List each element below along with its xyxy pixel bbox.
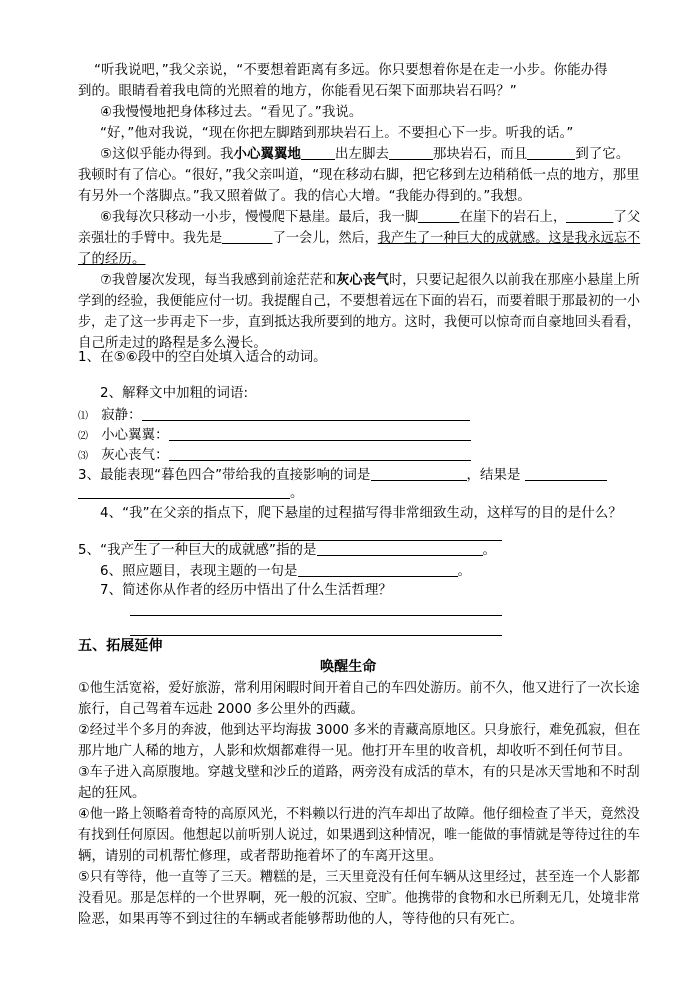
answer-line[interactable]	[317, 541, 483, 556]
question-7: 7、简述你从作者的经历中悟出了什么生活哲理？	[100, 583, 392, 598]
paragraph-line: 我顿时有了信心。“很好，”我父亲叫道，“现在移动右脚，把它移到左边稍稍低一点的地方，那里	[78, 168, 640, 183]
passage-title: 唤醒生命	[320, 659, 377, 675]
question-5: 5、“我产生了一种巨大的成就感”指的是 。	[78, 543, 497, 558]
fill-blank[interactable]	[222, 229, 273, 244]
fill-blank[interactable]	[527, 145, 575, 160]
paragraph-line: ③车子进入高原腹地。穿越戈壁和沙丘的道路，两旁没有成活的草木，有的只是冰天雪地和不时刮	[78, 765, 640, 780]
paragraph-line: ⑤只有等待，他一直等了三天。糟糕的是，三天里竟没有任何车辆从这里经过，甚至连一个人影都	[78, 870, 640, 885]
paragraph-line: ⑦我曾屡次发现，每当我感到前途茫茫和灰心丧气时，只要记起很久以前我在那座小悬崖上所	[100, 273, 640, 288]
paragraph-line: 到的。眼睛看着我电筒的光照着的地方，你能看见石架下面那块岩石吗？”	[78, 84, 517, 99]
answer-line[interactable]	[134, 526, 502, 541]
paragraph-line: ⑤这似乎能办得到。我小心翼翼地 出左脚去 那块岩石，而且 到了它。	[100, 147, 630, 162]
paragraph-line: “听我说吧，”我父亲说，“不要想着距离有多远。你只要想着你是在走一小步。你能办得	[94, 63, 608, 78]
paragraph-line: 有找到任何原因。他想起以前听别人说过，如果遇到这种情况，唯一能做的事情就是等待过往的车	[78, 828, 641, 843]
answer-line[interactable]	[142, 406, 470, 421]
paragraph-line: 没看见。那是怎样的一个世界啊，死一般的沉寂、空旷。他携带的食物和水已所剩无几，处境非常	[78, 891, 641, 906]
paragraph-line: 辆，请别的司机帮忙修理，或者帮助拖着坏了的车离开这里。	[78, 849, 443, 864]
question-2: 2、解释文中加粗的词语:	[100, 386, 249, 401]
question-2-item: ⑴ 寂静：	[78, 405, 470, 427]
paragraph-line: ④他一路上领略着奇特的高原风光，不料赖以行进的汽车却出了故障。他仔细检查了半天，竟然没	[78, 807, 640, 822]
question-7-answer	[130, 620, 502, 641]
paragraph-line: “好，”他对我说，“现在你把左脚踏到那块岩石上。不要担心下一步。听我的话。”	[100, 126, 574, 141]
question-2-item: ⑵ 小心翼翼：	[78, 425, 471, 447]
question-6: 6、照应题目，表现主题的一句是 。	[100, 564, 471, 579]
paragraph-line: ②经过半个多月的奔波，他到达平均海拔 3000 多米的青藏高原地区。只身旅行，难免孤寂，但在	[78, 723, 641, 738]
paragraph-line: 旅行，自己驾着车远赴 2000 多公里外的西藏。	[78, 702, 365, 717]
fill-blank[interactable]	[389, 145, 433, 160]
question-3: 3、最能表现“暮色四合”带给我的直接影响的词是 ，结果是	[78, 465, 607, 486]
answer-line[interactable]	[130, 601, 502, 616]
answer-line[interactable]	[298, 562, 458, 577]
paragraph-line: 起的狂风。	[78, 786, 146, 801]
answer-line[interactable]	[371, 466, 467, 481]
answer-line[interactable]	[78, 484, 290, 499]
fill-blank[interactable]	[301, 145, 335, 160]
paragraph-line: 自己所走过的路程是多么漫长。	[78, 336, 267, 351]
paragraph-line: ①他生活宽裕，爱好旅游，常利用闲暇时间开着自己的车四处游历。前不久，他又进行了一次长途	[78, 681, 640, 696]
paragraph-line: ④我慢慢地把身体移过去。“看见了。”我说。	[100, 105, 363, 120]
bold-term: 小心翼翼地	[233, 147, 301, 162]
answer-line[interactable]	[525, 466, 607, 481]
answer-line[interactable]	[130, 621, 502, 636]
question-2-item: ⑶ 灰心丧气：	[78, 445, 471, 467]
paragraph-line: 亲强壮的手臂中。我先是 了一会儿，然后，我产生了一种巨大的成就感。这是我永远忘不	[78, 231, 641, 246]
answer-line[interactable]	[169, 426, 471, 441]
question-4: 4、“我”在父亲的指点下，爬下悬崖的过程描写得非常细致生动，这样写的目的是什么？	[100, 506, 622, 521]
paragraph-line: ⑥我每次只移动一小步，慢慢爬下悬崖。最后，我一脚 在崖下的岩石上， 了父	[100, 210, 641, 225]
paragraph-line: 有另外一个落脚点。”我又照着做了。我的信心大增。“我能办得到的。”我想。	[78, 189, 531, 204]
paragraph-line: 险恶，如果再等不到过往的车辆或者能够帮助他的人，等待他的只有死亡。	[78, 912, 524, 927]
question-3-cont: 。	[78, 483, 304, 504]
paragraph-line: 那片地广人稀的地方，人影和炊烟都难得一见。他打开车里的收音机，却收听不到任何节目。	[78, 744, 632, 759]
question-1: 1、在⑤⑥段中的空白处填入适合的动词。	[78, 350, 327, 365]
fill-blank[interactable]	[418, 208, 459, 223]
bold-term: 灰心丧气	[336, 273, 390, 288]
answer-line[interactable]	[169, 446, 471, 461]
paragraph-line: 学到的经验，我便能应付一切。我提醒自己，不要想着远在下面的岩石，而要着眼于那最初的一小	[78, 294, 641, 309]
fill-blank[interactable]	[566, 208, 613, 223]
section-heading: 五、拓展延伸	[78, 638, 163, 654]
paragraph-line: 了的经历。	[78, 252, 146, 267]
question-7-answer	[130, 600, 502, 621]
paragraph-line: 步，走了这一步再走下一步，直到抵达我所要到的地方。这时，我便可以惊奇而自豪地回头看看，	[78, 315, 641, 330]
